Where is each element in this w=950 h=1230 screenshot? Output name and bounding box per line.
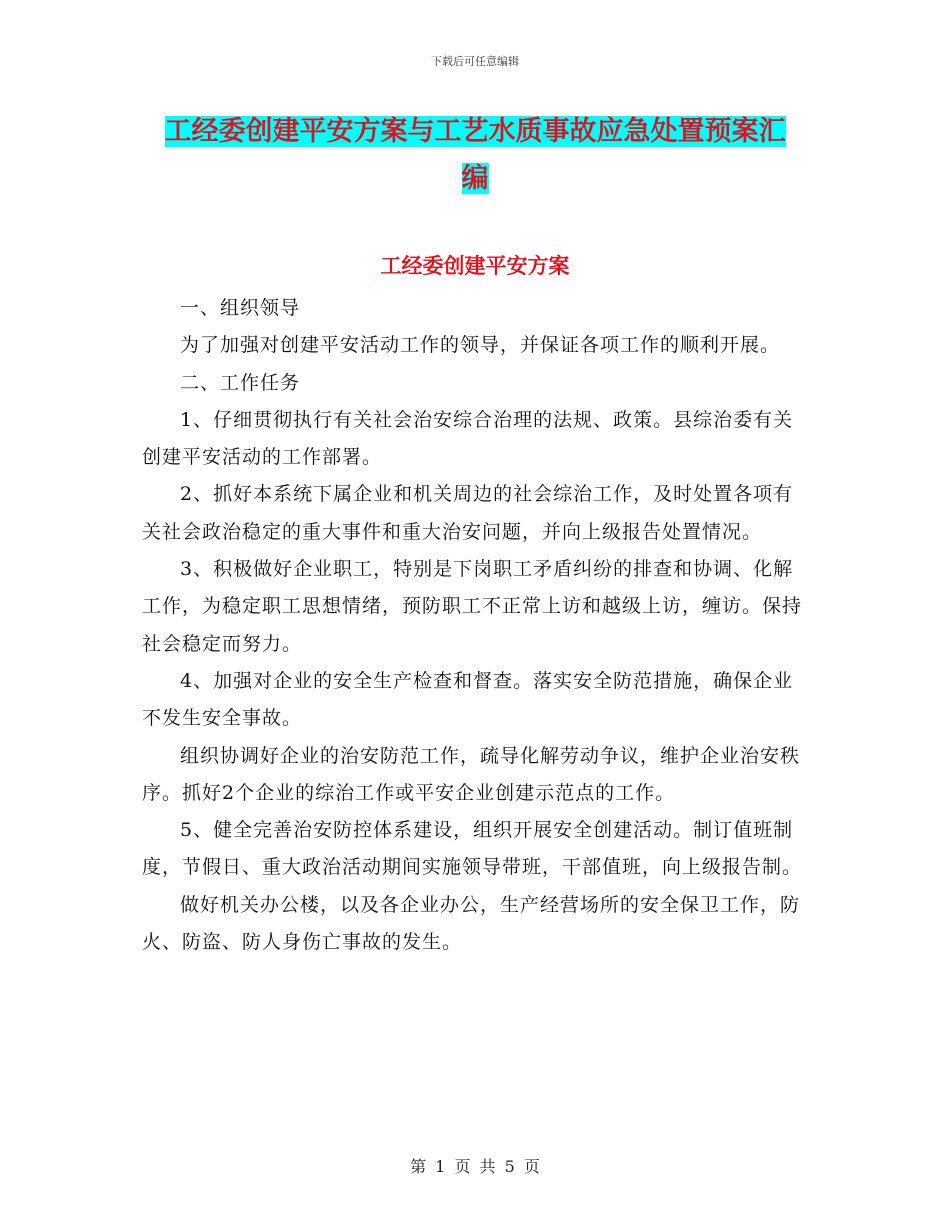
- paragraph: 5、健全完善治安防控体系建设，组织开展安全创建活动。制订值班制度，节假日、重大政治活动期间实施领导带班，干部值班，向上级报告制。: [142, 819, 803, 879]
- main-title-line-1: 工经委创建平安方案与工艺水质事故应急处置预案汇: [164, 116, 786, 147]
- paragraph: 2、抓好本系统下属企业和机关周边的社会综治工作，及时处置各项有关社会政治稳定的重大事件和重大治安问题，并向上级报告处置情况。: [142, 483, 794, 543]
- paragraph: 3、积极做好企业职工，特别是下岗职工矛盾纠纷的排查和协调、化解工作，为稳定职工思想情绪，预防职工不正常上访和越级上访，缠访。保持社会稳定而努力。: [142, 558, 803, 655]
- main-title-line-2: 编: [461, 163, 489, 194]
- paragraph: 4、加强对企业的安全生产检查和督查。落实安全防范措施，确保企业不发生安全事故。: [142, 669, 794, 730]
- header-note: 下载后可任意编辑: [431, 55, 519, 68]
- paragraph: 一、组织领导: [180, 297, 301, 319]
- paragraph: 为了加强对创建平安活动工作的领导，并保证各项工作的顺利开展。: [180, 334, 781, 357]
- page-number-footer: 第 1 页 共 5 页: [410, 1157, 540, 1176]
- paragraph: 1、仔细贯彻执行有关社会治安综合治理的法规、政策。县综治委有关创建平安活动的工作部署。: [142, 408, 794, 469]
- document-body: [142, 290, 808, 961]
- document-main-title: [140, 108, 810, 202]
- paragraph: 做好机关办公楼，以及各企业办公，生产经营场所的安全保卫工作，防火、防盗、防人身伤亡事故的发生。: [142, 893, 801, 954]
- section-title: 工经委创建平安方案: [380, 254, 570, 278]
- paragraph: 二、工作任务: [180, 371, 301, 394]
- paragraph: 组织协调好企业的治安防范工作，疏导化解劳动争议，维护企业治安秩序。抓好2个企业的综治工作或平安企业创建示范点的工作。: [142, 744, 801, 804]
